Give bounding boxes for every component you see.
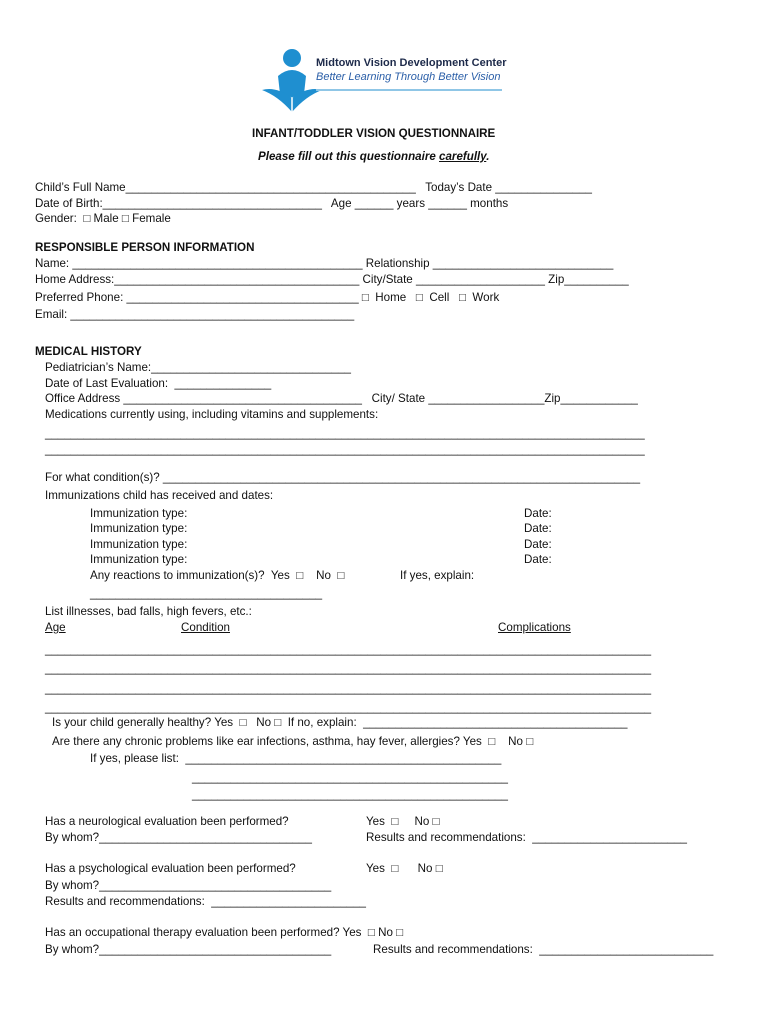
psych-eval-results[interactable]: Results and recommendations: ________________________ <box>45 895 367 908</box>
logo-tagline: Better Learning Through Better Vision <box>316 71 501 83</box>
phone-line[interactable]: Preferred Phone: ____________________________________ □ Home □ Cell □ Work <box>35 291 500 304</box>
psych-eval-by-whom[interactable]: By whom?____________________________________ <box>45 879 332 892</box>
dob-age-line[interactable]: Date of Birth:__________________________________ Age ______ years ______ months <box>35 197 509 210</box>
ot-eval-by-whom[interactable]: By whom?____________________________________ <box>45 943 332 956</box>
illness-row-3[interactable]: ______________________________________________________________________________________________ <box>45 682 652 695</box>
ot-eval-question[interactable]: Has an occupational therapy evaluation been performed? Yes □ No □ <box>45 926 404 939</box>
neuro-eval-question: Has a neurological evaluation been performed? <box>45 815 289 828</box>
immunization-date-3[interactable]: Date: <box>524 538 552 551</box>
page-subtitle: Please fill out this questionnaire carefully. <box>258 150 490 163</box>
col-age: Age <box>45 621 66 634</box>
logo-name: Midtown Vision Development Center <box>316 57 507 69</box>
chronic-list-line-2[interactable]: _________________________________________________ <box>192 771 508 784</box>
col-condition: Condition <box>181 621 230 634</box>
neuro-eval-yes-no[interactable]: Yes □ No □ <box>366 815 440 828</box>
page-title: INFANT/TODDLER VISION QUESTIONNAIRE <box>252 127 496 140</box>
col-complications: Complications <box>498 621 571 634</box>
immunization-date-4[interactable]: Date: <box>524 553 552 566</box>
chronic-list-line-3[interactable]: _________________________________________________ <box>192 788 508 801</box>
reactions-explain-label: If yes, explain: <box>400 569 475 582</box>
medications-blank-1[interactable]: _____________________________________________________________________________________________ <box>45 427 645 440</box>
chronic-problems-line[interactable]: Are there any chronic problems like ear infections, asthma, hay fever, allergies? Yes □ No □ <box>52 735 534 748</box>
address-line[interactable]: Home Address:______________________________________ City/State ____________________ Zip__________ <box>35 273 629 286</box>
immunization-reactions-line[interactable]: Any reactions to immunization(s)? Yes □ No □ <box>90 569 345 582</box>
immunization-type-3[interactable]: Immunization type: <box>90 538 188 551</box>
immunization-date-2[interactable]: Date: <box>524 522 552 535</box>
email-line[interactable]: Email: ____________________________________________ <box>35 308 355 321</box>
illnesses-label: List illnesses, bad falls, high fevers, etc.: <box>45 605 252 618</box>
medications-blank-2[interactable]: _____________________________________________________________________________________________ <box>45 443 645 456</box>
reactions-explain-blank[interactable]: ____________________________________ <box>90 587 323 600</box>
gender-line[interactable]: Gender: □ Male □ Female <box>35 212 171 225</box>
psych-eval-yes-no[interactable]: Yes □ No □ <box>366 862 443 875</box>
section-responsible-person: RESPONSIBLE PERSON INFORMATION <box>35 241 255 254</box>
illness-row-2[interactable]: ______________________________________________________________________________________________ <box>45 662 652 675</box>
immunization-type-2[interactable]: Immunization type: <box>90 522 188 535</box>
last-evaluation-line[interactable]: Date of Last Evaluation: _______________ <box>45 377 272 390</box>
illness-row-1[interactable]: ______________________________________________________________________________________________ <box>45 643 652 656</box>
psych-eval-question: Has a psychological evaluation been performed? <box>45 862 296 875</box>
general-health-line[interactable]: Is your child generally healthy? Yes □ No □ If no, explain: _________________________________________ <box>52 716 628 729</box>
child-name-line[interactable]: Child’s Full Name_____________________________________________ Today’s Date _______________ <box>35 181 592 194</box>
illness-row-4[interactable]: ______________________________________________________________________________________________ <box>45 701 652 714</box>
ot-eval-results[interactable]: Results and recommendations: ___________________________ <box>373 943 714 956</box>
office-address-line[interactable]: Office Address _____________________________________ City/ State __________________Zip____________ <box>45 392 638 405</box>
neuro-eval-by-whom[interactable]: By whom?_________________________________ <box>45 831 312 844</box>
condition-line[interactable]: For what condition(s)? __________________________________________________________________________ <box>45 471 641 484</box>
pediatrician-line[interactable]: Pediatrician’s Name:_______________________________ <box>45 361 351 374</box>
immunizations-label: Immunizations child has received and dates: <box>45 489 274 502</box>
section-medical-history: MEDICAL HISTORY <box>35 345 142 358</box>
chronic-list-line-1[interactable]: If yes, please list: _________________________________________________ <box>90 752 502 765</box>
medications-label: Medications currently using, including vitamins and supplements: <box>45 408 379 421</box>
name-relationship-line[interactable]: Name: _____________________________________________ Relationship ____________________________ <box>35 257 614 270</box>
logo-underline <box>316 89 502 91</box>
immunization-type-1[interactable]: Immunization type: <box>90 507 188 520</box>
immunization-type-4[interactable]: Immunization type: <box>90 553 188 566</box>
immunization-date-1[interactable]: Date: <box>524 507 552 520</box>
neuro-eval-results[interactable]: Results and recommendations: ________________________ <box>366 831 688 844</box>
